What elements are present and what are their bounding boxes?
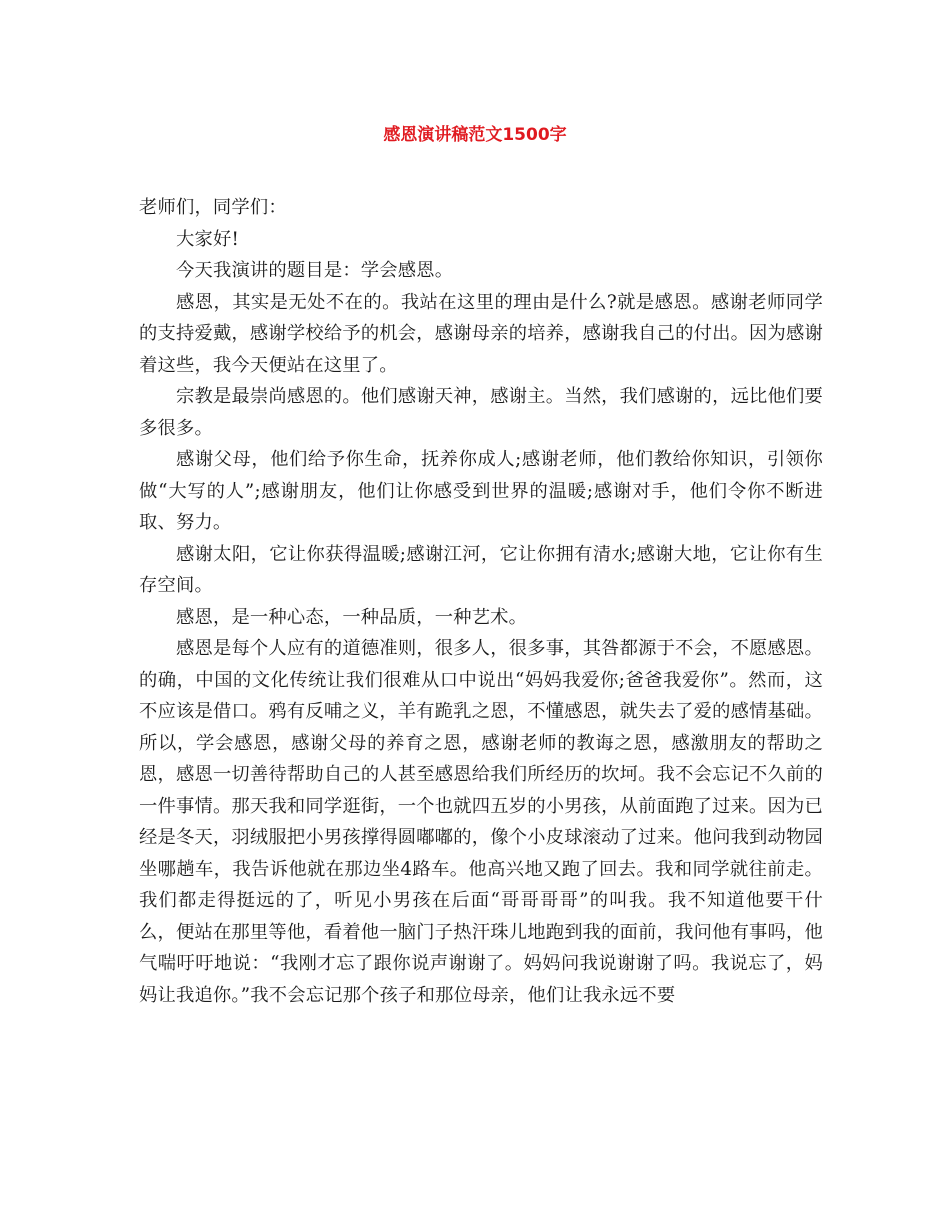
paragraph: 感恩，其实是无处不在的。我站在这里的理由是什么?就是感恩。感谢老师同学的支持爱戴，感谢学校给予的机会，感谢母亲的培养，感谢我自己的付出。因为感谢着这些，我今天便站在这里了。: [139, 291, 823, 376]
paragraph-topic: 今天我演讲的题目是：学会感恩。: [176, 260, 454, 281]
paragraph: 感谢太阳，它让你获得温暖;感谢江河，它让你拥有清水;感谢大地，它让你有生存空间。: [139, 543, 823, 596]
document-title: 感恩演讲稿范文1500字: [383, 125, 567, 145]
paragraph: 宗教是最崇尚感恩的。他们感谢天神，感谢主。当然，我们感谢的，远比他们要多很多。: [139, 386, 823, 439]
paragraph: 感谢父母，他们给予你生命，抚养你成人;感谢老师，他们教给你知识，引领你做“大写的人”;感谢朋友，他们让你感受到世界的温暖;感谢对手，他们令你不断进取、努力。: [139, 449, 823, 533]
paragraph: 感恩，是一种心态，一种品质，一种艺术。: [176, 606, 528, 628]
salutation: 老师们，同学们：: [139, 197, 287, 218]
document-body: [139, 192, 823, 1011]
paragraph: 感恩是每个人应有的道德准则，很多人，很多事，其咎都源于不会，不愿感恩。的确，中国的文化传统让我们很难从口中说出“妈妈我爱你;爸爸我爱你”。然而，这不应该是借口。鸦有反哺之义，羊有跪乳之恩，不懂感恩，就失去了爱的感情基础。所以，学会感恩，感谢父母的养育之恩，感谢老师的教诲之恩，感激朋友的帮助之恩，感恩一切善待帮助自己的人甚至感恩给我们所经历的坎坷。我不会忘记不久前的一件事情。那天我和同学逛街，一个也就四五岁的小男孩，从前面跑了过来。因为已经是冬天，羽绒服把小男孩撑得圆嘟嘟的，像个小皮球滚动了过来。他问我到动物园坐哪趟车，我告诉他就在那边坐4路车。他高兴地又跑了回去。我和同学就往前走。我们都走得挺远的了，听见小男孩在后面“哥哥哥哥”的叫我。我不知道他要干什么，便站在那里等他，看着他一脑门子热汗珠儿地跑到我的面前，我问他有事吗，他气喘吁吁地说：“我刚才忘了跟你说声谢谢了。妈妈问我说谢谢了吗。我说忘了，妈妈让我追你。”我不会忘记那个孩子和那位母亲，他们让我永远不要: [139, 638, 823, 1006]
paragraph-greeting: 大家好!: [176, 228, 239, 250]
